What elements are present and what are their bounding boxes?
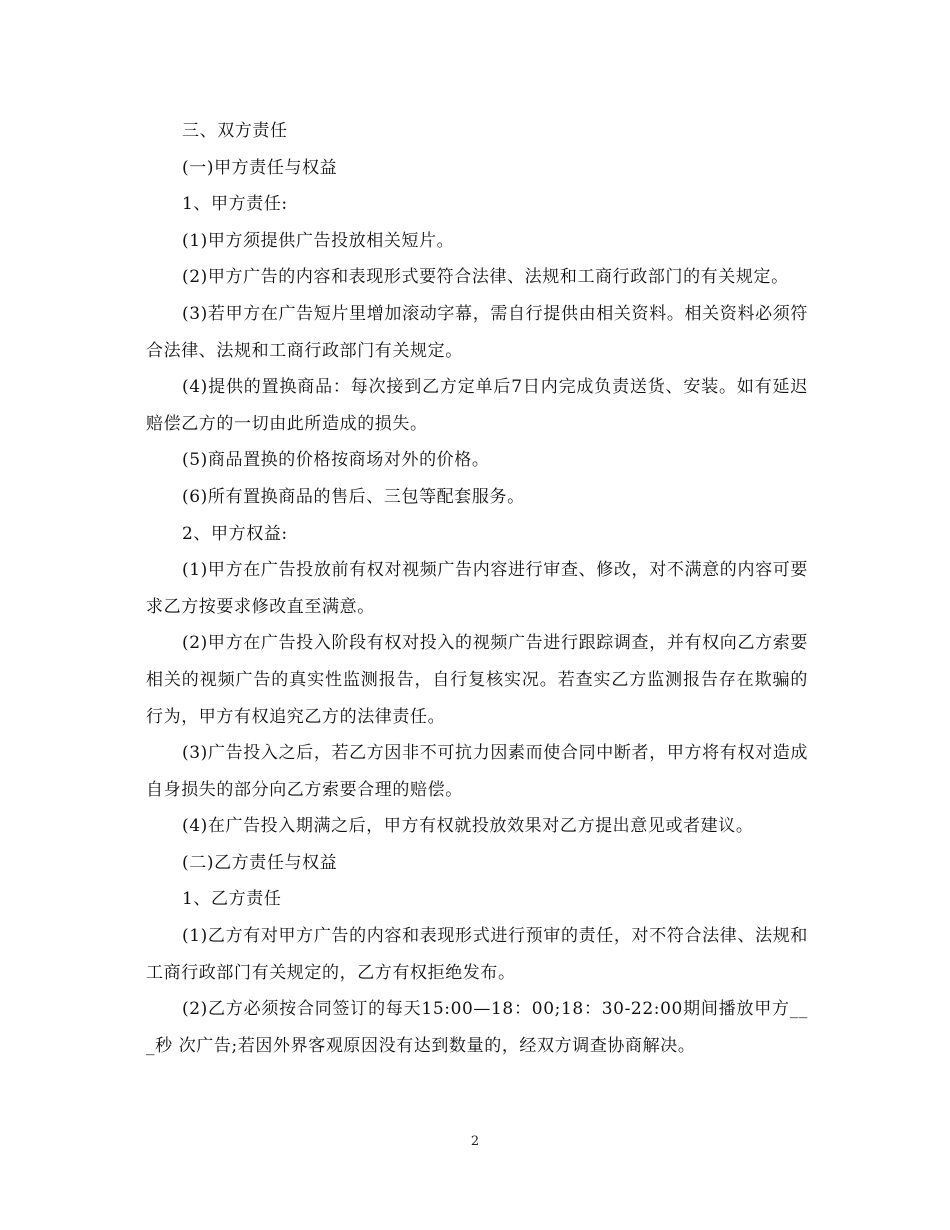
clause-item: (5)商品置换的价格按商场对外的价格。 — [182, 450, 490, 471]
clause-heading: 2、甲方权益: — [182, 523, 288, 544]
clause-item: (1)甲方在广告投放前有权对视频广告内容进行审查、修改，对不满意的内容可要求乙方按要求修改直至满意。 — [146, 560, 808, 617]
document-body — [146, 113, 808, 1064]
clause-heading: 1、甲方责任: — [182, 194, 288, 215]
clause-item: (3)若甲方在广告短片里增加滚动字幕，需自行提供由相关资料。相关资料必须符合法律、法规和工商行政部门有关规定。 — [146, 303, 808, 361]
subsection-heading: (二)乙方责任与权益 — [182, 852, 338, 873]
clause-item: (4)提供的置换商品：每次接到乙方定单后7日内完成负责送货、安装。如有延迟赔偿乙方的一切由此所造成的损失。 — [146, 377, 808, 434]
clause-item: (1)乙方有对甲方广告的内容和表现形式进行预审的责任，对不符合法律、法规和工商行政部门有关规定的，乙方有权拒绝发布。 — [146, 926, 808, 983]
clause-item: (3)广告投入之后，若乙方因非不可抗力因素而使合同中断者，甲方将有权对造成自身损失的部分向乙方索要合理的赔偿。 — [146, 743, 808, 800]
clause-item: (1)甲方须提供广告投放相关短片。 — [182, 230, 455, 251]
clause-heading: 1、乙方责任 — [182, 889, 282, 910]
subsection-heading: (一)甲方责任与权益 — [182, 157, 338, 178]
clause-item: (4)在广告投入期满之后，甲方有权就投放效果对乙方提出意见或者建议。 — [182, 816, 754, 837]
clause-item: (2)甲方在广告投入阶段有权对投入的视频广告进行跟踪调查，并有权向乙方索要相关的视频广告的真实性监测报告，自行复核实况。若查实乙方监测报告存在欺骗的行为，甲方有权追究乙方的法律责任。 — [146, 633, 808, 727]
clause-item: (2)乙方必须按合同签订的每天15:00—18：00;18：30-22:00期间播放甲方___秒 次广告;若因外界客观原因没有达到数量的，经双方调查协商解决。 — [146, 999, 808, 1056]
clause-item: (6)所有置换商品的售后、三包等配套服务。 — [182, 486, 525, 507]
section-heading: 三、双方责任 — [182, 121, 288, 141]
clause-item: (2)甲方广告的内容和表现形式要符合法律、法规和工商行政部门的有关规定。 — [182, 267, 789, 288]
page-number: 2 — [470, 1134, 480, 1149]
